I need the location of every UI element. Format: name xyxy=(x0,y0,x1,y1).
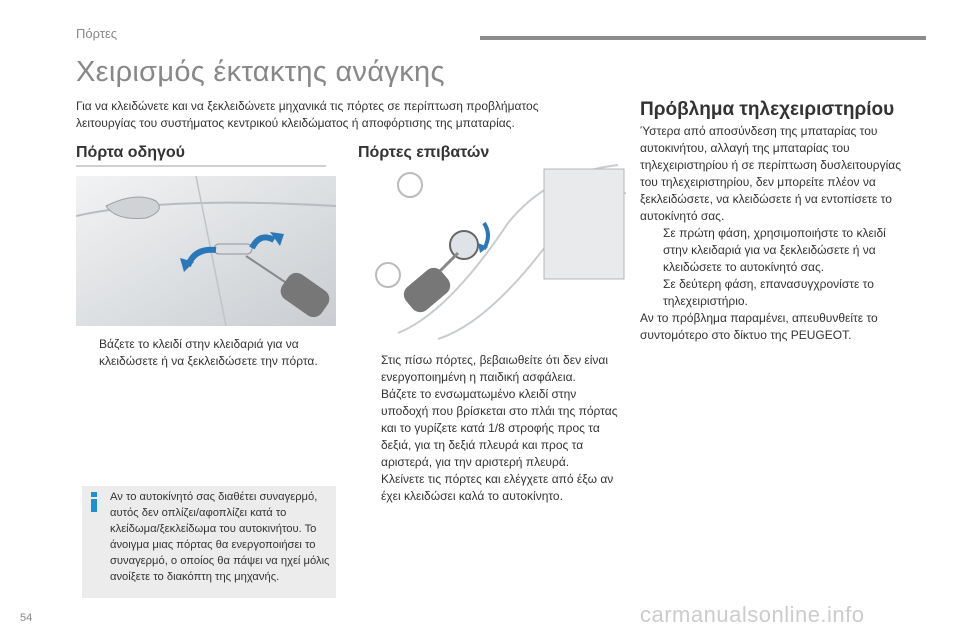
info-text: Αν το αυτοκίνητό σας διαθέτει συναγερμό, αυτός δεν οπλίζει/αφοπλίζει κατά το κλείδωμα/ξεκλείδωμα του αυτοκινήτου. Το άνοιγμα μιας πόρτας θα ενεργοποιήσει το συναγερμό, ο οποίος θα πάψει να ηχεί μόλις ανοίξετε το διακόπτη της μηχανής. xyxy=(110,491,330,583)
remote-outro: Αν το πρόβλημα παραμένει, απευθυνθείτε το συντομότερο στο δίκτυο της PEUGEOT. xyxy=(640,311,878,342)
list-item xyxy=(358,471,626,505)
bullet-text: Κλείνετε τις πόρτες και ελέγχετε από έξω αν έχει κλειδώσει καλά το αυτοκίνητο. xyxy=(381,472,614,503)
page-title: Χειρισμός έκτακτης ανάγκης xyxy=(76,56,445,88)
remote-problem-section xyxy=(640,123,910,344)
watermark: carmanualsonline.info xyxy=(640,602,865,627)
driver-door-illustration xyxy=(76,176,336,326)
door-handle-shape xyxy=(214,244,252,254)
bullet-text: Βάζετε το ενσωματωμένο κλειδί στην υποδοχή που βρίσκεται στο πλάι της πόρτας και το γυρίζετε κατά 1/8 στροφής προς τα δεξιά, για τη δεξιά πλευρά και προς τα αριστερά, για την αριστερή πλευρά. xyxy=(381,387,618,469)
passenger-door-illustration xyxy=(358,163,626,343)
lock-symbol-icon xyxy=(398,173,422,197)
passenger-doors-heading: Πόρτες επιβατών xyxy=(358,144,490,161)
page-number: 54 xyxy=(20,612,33,624)
list-item xyxy=(358,352,626,386)
driver-door-steps xyxy=(76,336,334,370)
bullet-text: Σε πρώτη φάση, χρησιμοποιήστε το κλειδί στην κλειδαριά για να ξεκλειδώσετε ή να κλειδώσετε το αυτοκίνητό σας. xyxy=(663,226,886,274)
arrow-rotate xyxy=(484,223,488,249)
passenger-door-steps xyxy=(358,352,626,505)
door-panel-shape xyxy=(544,169,624,279)
list-item xyxy=(76,336,334,370)
info-icon xyxy=(86,491,102,513)
bullet-text: Σε δεύτερη φάση, επανασυγχρονίστε το τηλεχειριστήριο. xyxy=(663,277,874,308)
remote-intro: Ύστερα από αποσύνδεση της μπαταρίας του αυτοκινήτου, αλλαγή της μπαταρίας του τηλεχειριστηρίου ή σε περίπτωση δυσλειτουργίας του τηλεχειριστηρίου, δεν μπορείτε πλέον να ξεκλειδώσετε, να κλειδώσετε ή να εντοπίσετε το αυτοκίνητό σας. xyxy=(640,124,901,223)
header-divider xyxy=(480,36,926,40)
bullet-text: Βάζετε το κλειδί στην κλειδαριά για να κλειδώσετε ή να ξεκλειδώσετε την πόρτα. xyxy=(99,337,318,368)
intro-paragraph: Για να κλειδώνετε και να ξεκλειδώνετε μηχανικά τις πόρτες σε περίπτωση προβλήματος λειτουργίας του συστήματος κεντρικού κλειδώματος ή αποφόρτισης της μπαταρίας. xyxy=(76,99,539,130)
bullet-text: Στις πίσω πόρτες, βεβαιωθείτε ότι δεν είναι ενεργοποιημένη η παιδική ασφάλεια. xyxy=(381,353,609,384)
list-item xyxy=(358,386,626,471)
list-item xyxy=(640,225,910,276)
section-header: Πόρτες xyxy=(76,26,118,41)
remote-steps xyxy=(640,225,910,310)
unlock-symbol-icon xyxy=(376,263,400,287)
driver-door-heading: Πόρτα οδηγού xyxy=(76,144,185,161)
driver-heading-rule xyxy=(76,165,326,167)
key-fob-shape xyxy=(400,264,455,317)
list-item xyxy=(640,276,910,310)
remote-problem-heading: Πρόβλημα τηλεχειριστηρίου xyxy=(640,99,895,120)
